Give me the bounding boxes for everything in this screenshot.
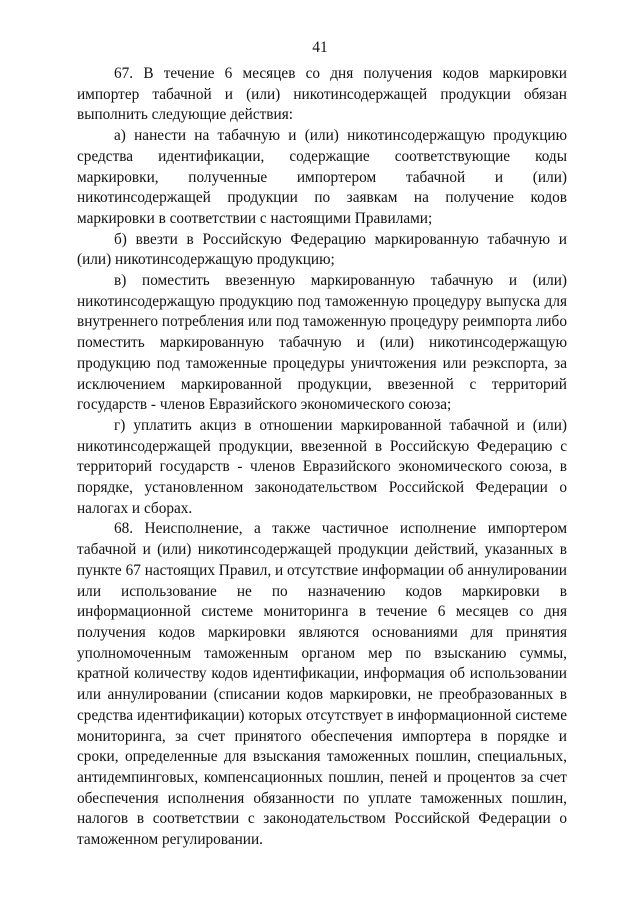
document-body [77, 64, 567, 851]
paragraph-68: 68. Неисполнение, а также частичное исполнение импортером табачной и (или) никотинсодержащей продукции действий, указанных в пункте 67 настоящих Правил, и отсутствие информации об аннулировании или использование не по назначению кодов маркировки в информационной системе мониторинга в течение 6 месяцев со дня получения кодов маркировки являются основаниями для принятия уполномоченным таможенным органом мер по взысканию суммы, кратной количеству кодов идентификации, информация об использовании или аннулировании (списании кодов маркировки, не преобразованных в средства идентификации) которых отсутствует в информационной системе мониторинга, за счет принятого обеспечения импортера в порядке и сроки, определенные для взыскания таможенных пошлин, специальных, антидемпинговых, компенсационных пошлин, пеней и процентов за счет обеспечения исполнения обязанности по уплате таможенных пошлин, налогов в соответствии с законодательством Российской Федерации о таможенном регулировании. [77, 520, 567, 849]
paragraph-67-v: в) поместить ввезенную маркированную табачную и (или) никотинсодержащую продукцию под таможенную процедуру выпуска для внутреннего потребления или под таможенную процедуру реимпорта либо поместить маркированную табачную и (или) никотинсодержащую продукцию под таможенные процедуры уничтожения или реэкспорта, за исключением маркированной продукции, ввезенной с территорий государств - членов Евразийского экономического союза; [77, 272, 567, 414]
paragraph-67-g: г) уплатить акциз в отношении маркированной табачной и (или) никотинсодержащей продукции, ввезенной в Российскую Федерацию с территорий государств - членов Евразийского экономического союза, в порядке, установленном законодательством Российской Федерации о налогах и сборах. [77, 416, 567, 517]
page-number: 41 [312, 39, 328, 56]
paragraph-67-a: а) нанести на табачную и (или) никотинсодержащую продукцию средства идентификации, содержащие соответствующие коды маркировки, полученные импортером табачной и (или) никотинсодержащей продукции по заявкам на получение кодов маркировки в соответствии с настоящими Правилами; [77, 127, 567, 227]
paragraph-67-b: б) ввезти в Российскую Федерацию маркированную табачную и (или) никотинсодержащую продукцию; [77, 230, 567, 269]
paragraph-67: 67. В течение 6 месяцев со дня получения кодов маркировки импортер табачной и (или) никотинсодержащей продукции обязан выполнить следующие действия: [77, 65, 567, 124]
